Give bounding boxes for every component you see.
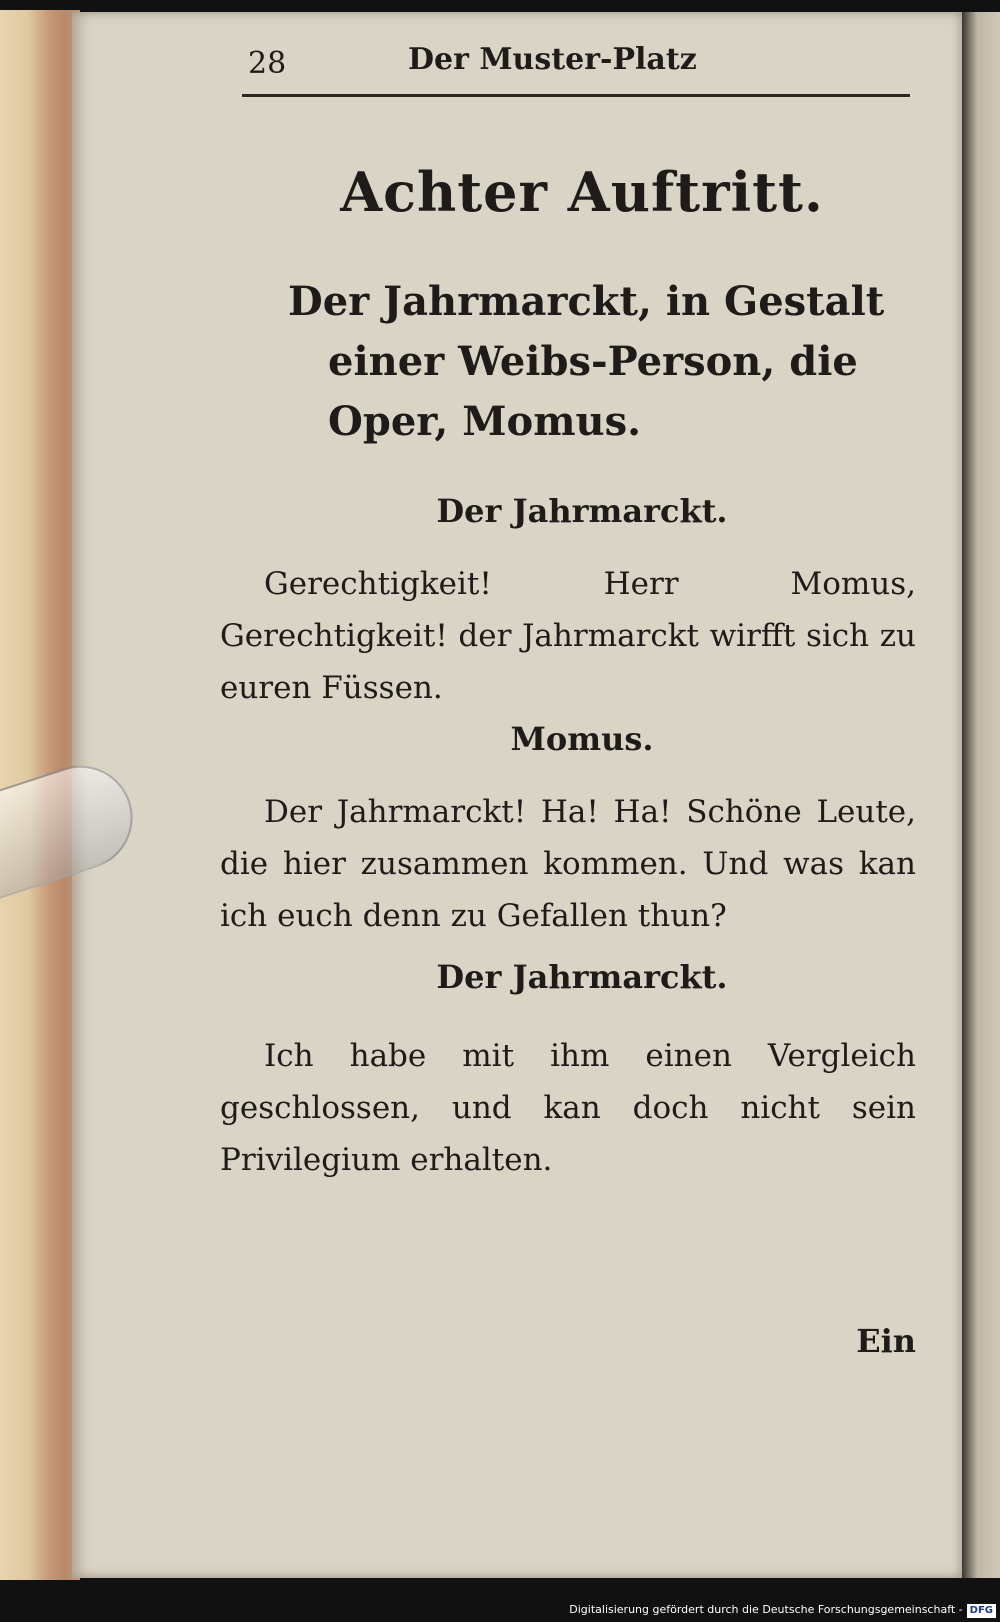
catchword: Ein (856, 1322, 916, 1360)
credit-text: Digitalisierung gefördert durch die Deutsche Forschungsgemeinschaft - (569, 1603, 963, 1616)
speaker-name: Der Jahrmarckt. (436, 958, 728, 996)
speech-text: Ich habe mit ihm einen Vergleich geschlossen, und kan doch nicht sein Privilegium erhalten. (220, 1038, 916, 1178)
scene-heading: Achter Auftritt. (340, 160, 824, 224)
speech-text: Gerechtigkeit! Herr Momus, Gerechtigkeit! der Jahrmarckt wirfft sich zu euren Füssen. (220, 566, 916, 706)
digitization-credit (560, 1600, 996, 1620)
cast-list: Der Jahrmarckt, in Gestalt einer Weibs-Person, die Oper, Momus. (288, 278, 885, 445)
running-title: Der Muster-Platz (408, 42, 697, 77)
speaker-name: Der Jahrmarckt. (436, 492, 728, 530)
speech-text: Der Jahrmarckt! Ha! Ha! Schöne Leute, die hier zusammen kommen. Und was kan ich euch denn zu Gefallen thun? (220, 794, 916, 934)
header-rule (242, 94, 910, 97)
dfg-logo: DFG (967, 1604, 996, 1618)
page-number: 28 (248, 46, 287, 81)
page-header (248, 42, 916, 81)
speaker-name: Momus. (510, 720, 654, 758)
facing-page-edge (962, 12, 1000, 1578)
